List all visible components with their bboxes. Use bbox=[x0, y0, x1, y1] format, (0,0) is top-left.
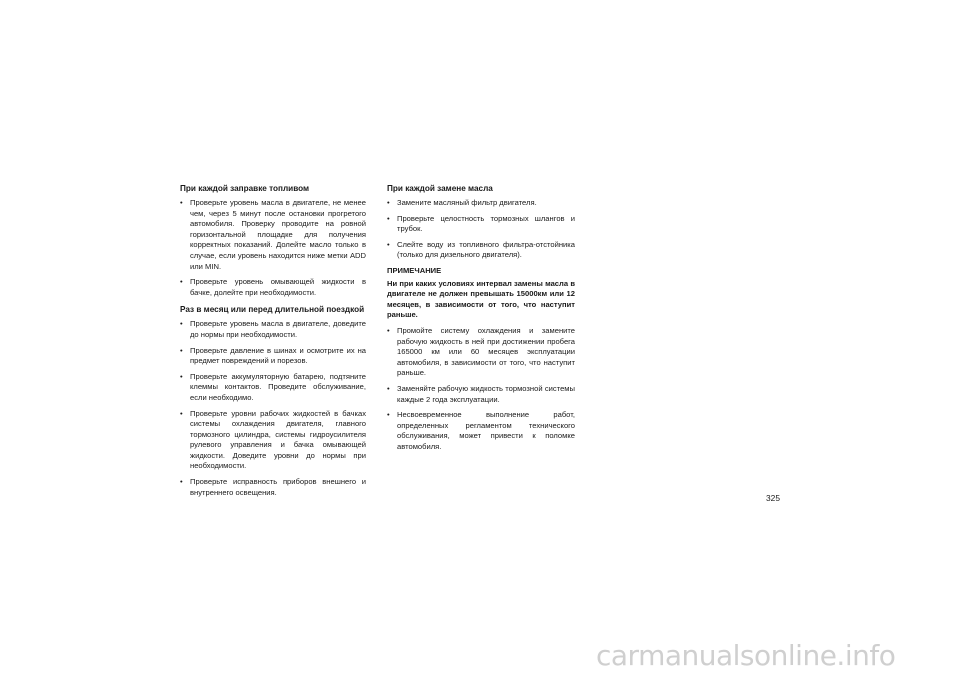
bullet-icon: • bbox=[180, 277, 183, 287]
note-title: ПРИМЕЧАНИЕ bbox=[387, 265, 442, 275]
monthly-checklist bbox=[180, 319, 366, 498]
bullet-icon: • bbox=[387, 239, 390, 249]
list-item: • Проверьте давление в шинах и осмотрите их на предмет повреждений и порезов. bbox=[180, 345, 366, 366]
watermark: carmanualsonline.info bbox=[596, 639, 896, 672]
bullet-icon: • bbox=[387, 325, 390, 335]
list-item: • Проверьте аккумуляторную батарею, подтяните клеммы контактов. Проведите обслуживание, если необходимо. bbox=[180, 371, 366, 402]
right-column bbox=[387, 183, 575, 457]
left-column bbox=[180, 183, 366, 503]
list-item: • Проверьте уровень омывающей жидкости в бачке, долейте при необходимости. bbox=[180, 277, 366, 297]
bullet-icon: • bbox=[387, 410, 390, 420]
refueling-checklist bbox=[180, 198, 366, 298]
bullet-icon: • bbox=[387, 198, 390, 207]
section-title-monthly: Раз в месяц или перед длительной поездкой bbox=[180, 305, 365, 315]
list-item: • Заменяйте рабочую жидкость тормозной системы каждые 2 года эксплуатации. bbox=[387, 383, 575, 404]
list-item: • Несвоевременное выполнение работ, определенных регламентом технического обслуживания, может привести к поломке автомобиля. bbox=[387, 410, 575, 451]
section-title-oil-change: При каждой замене масла bbox=[387, 184, 493, 193]
bullet-icon: • bbox=[180, 345, 183, 355]
maintenance-checklist bbox=[387, 326, 575, 453]
bullet-icon: • bbox=[180, 408, 183, 418]
page-number: 325 bbox=[766, 493, 780, 503]
list-item: • Проверьте целостность тормозных шлангов и трубок. bbox=[387, 213, 575, 234]
oil-change-checklist bbox=[387, 198, 575, 261]
note-text: Ни при каких условиях интервал замены масла в двигателе не должен превышать 15000км или 12 месяцев, в зависимости от того, что наступит раньше. bbox=[387, 278, 575, 320]
bullet-icon: • bbox=[180, 371, 183, 381]
list-item: • Проверьте исправность приборов внешнего и внутреннего освещения. bbox=[180, 477, 366, 497]
list-item: • Слейте воду из топливного фильтра-отстойника (только для дизельного двигателя). bbox=[387, 239, 575, 260]
bullet-icon: • bbox=[180, 198, 183, 207]
bullet-icon: • bbox=[387, 383, 390, 393]
bullet-icon: • bbox=[180, 319, 183, 329]
list-item: • Промойте систему охлаждения и замените рабочую жидкость в ней при достижении пробега 165000 км или 60 месяцев эксплуатации автомобиля, в зависимости от того, что наступит раньше. bbox=[387, 325, 575, 378]
bullet-icon: • bbox=[180, 477, 183, 487]
list-item: • Проверьте уровень масла в двигателе, доведите до нормы при необходимости. bbox=[180, 319, 366, 339]
list-item: • Проверьте уровень масла в двигателе, не менее чем, через 5 минут после остановки прогретого автомобиля. Проверку проводите на ровной горизонтальной площадке для получения корректных показаний. Долейте масло только в случае, если уровень находится ниже метки ADD или MIN. bbox=[180, 198, 366, 271]
bullet-icon: • bbox=[387, 213, 390, 223]
section-title-refueling: При каждой заправке топливом bbox=[180, 184, 310, 193]
list-item: • Замените масляный фильтр двигателя. bbox=[387, 198, 537, 207]
list-item: • Проверьте уровни рабочих жидкостей в бачках системы охлаждения двигателя, главного тормозного цилиндра, системы гидроусилителя рулевого управления и бачка омывающей жидкости. Доведите уровни до нормы при необходимости. bbox=[180, 408, 366, 471]
